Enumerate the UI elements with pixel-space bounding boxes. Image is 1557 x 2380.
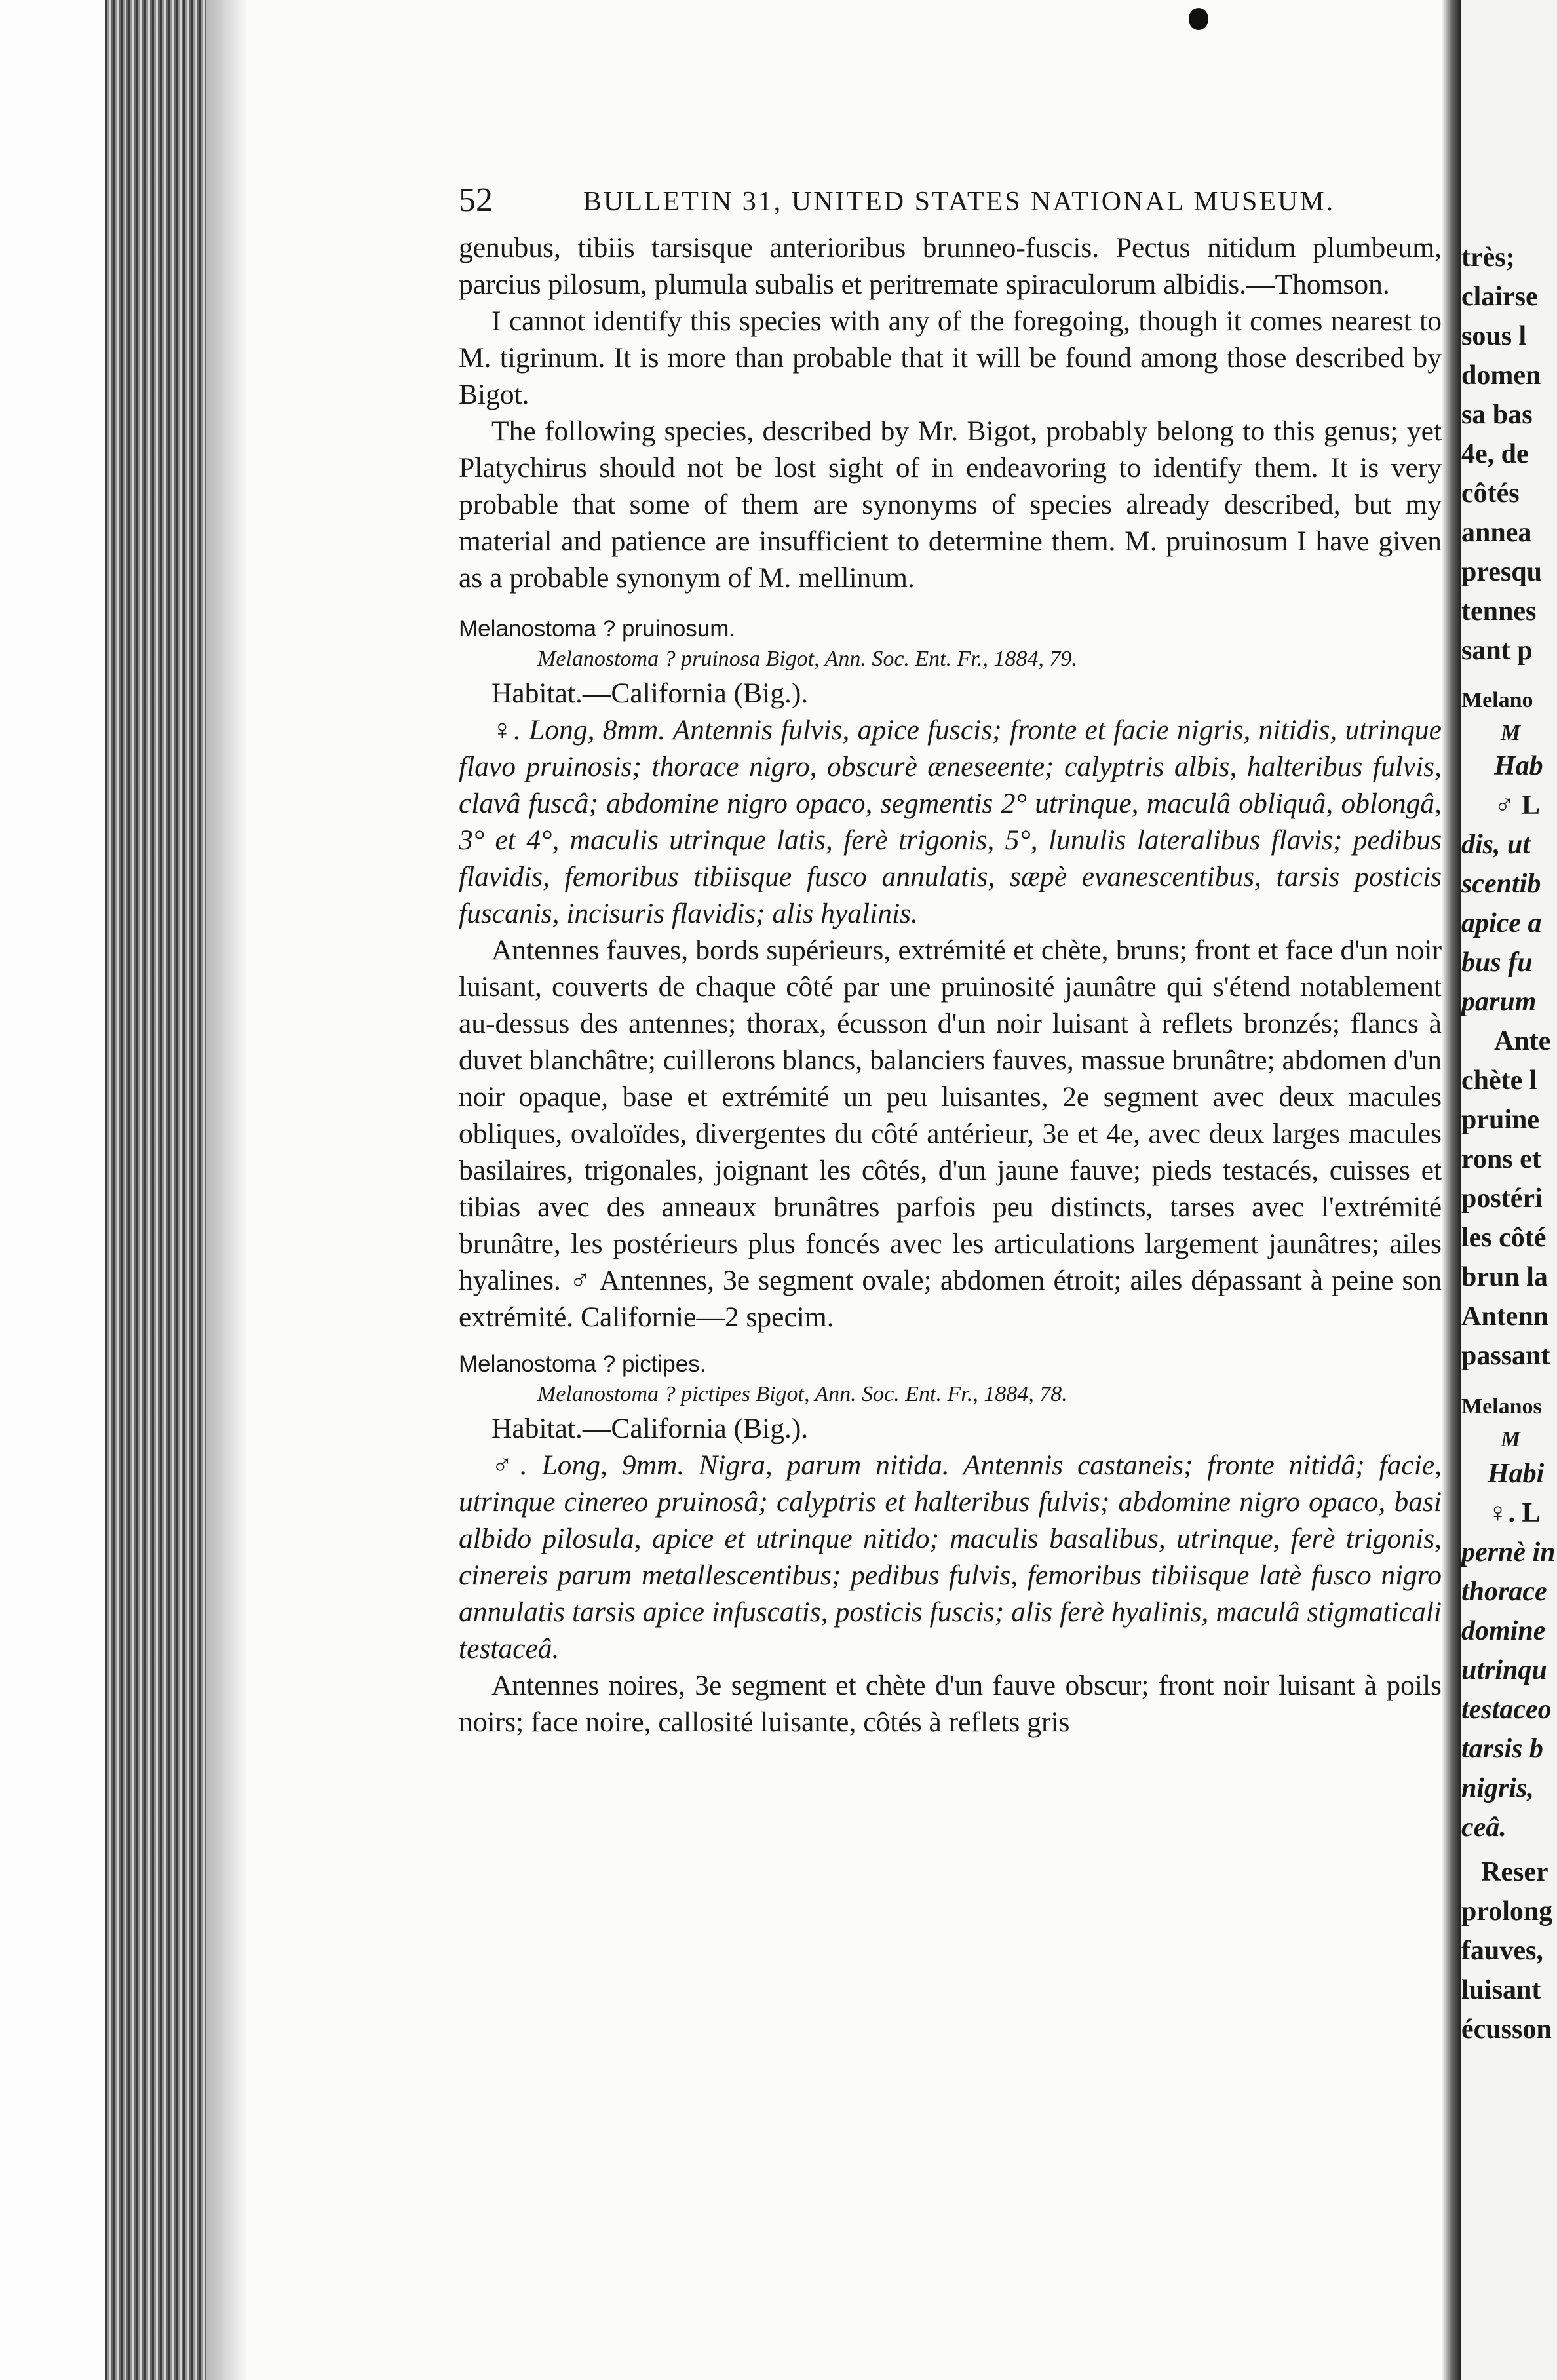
french-description: Antennes noires, 3e segment et chète d'un fauve obscur; front noir luisant à poils noirs; face noire, callosité luisante, côtés à reflets gris (459, 1670, 1442, 1738)
binding-shadow (206, 0, 246, 2380)
next-page-line: sant p (1461, 636, 1533, 666)
pin-hole-icon (1189, 8, 1208, 30)
next-page-line: luisant (1461, 1975, 1541, 2005)
next-page-line: Hab (1494, 751, 1543, 781)
next-page-line: les côté (1461, 1223, 1547, 1253)
species-habitat: Habitat.—California (Big.). (491, 1413, 809, 1444)
next-page-line: ceâ. (1461, 1813, 1507, 1843)
next-page-line: prolong (1461, 1896, 1553, 1927)
book-binding-edge (105, 0, 206, 2380)
next-page-line: brun la (1461, 1262, 1548, 1292)
text-block (459, 177, 1442, 2274)
next-page-line: M (1501, 721, 1521, 745)
left-margin (0, 0, 105, 2380)
page-number: 52 (459, 182, 493, 219)
running-title: BULLETIN 31, UNITED STATES NATIONAL MUSEUM. (583, 187, 1336, 217)
next-page-line: clairse (1461, 282, 1538, 312)
species-citation: Melanostoma ? pictipes Bigot, Ann. Soc. Ent. Fr., 1884, 78. (537, 1382, 1067, 1406)
next-page-line: postéri (1461, 1183, 1543, 1214)
next-page-line: pruine (1461, 1105, 1540, 1135)
next-page-line: Melano (1461, 688, 1533, 712)
next-page-line: pernè in (1461, 1537, 1556, 1567)
species-heading: Melanostoma ? pictipes. (459, 1351, 706, 1377)
page-gutter (1442, 0, 1461, 2380)
next-page-line: chète l (1461, 1065, 1537, 1096)
next-page-line: rons et (1461, 1144, 1541, 1174)
next-page-line: côtés (1461, 478, 1520, 509)
next-page-line: écusson (1461, 2014, 1552, 2044)
intro-paragraph-3: The following species, described by Mr. Bigot, probably belong to this genus; yet Platychirus should not be lost sight of in endeavoring to identify them. It is very probable that some of them are synonyms of species already described, but my material and patience are insufficient to determine them. M. pruinosum I have given as a probable synonym of M. mellinum. (459, 415, 1442, 594)
next-page-line: apice a (1461, 908, 1542, 938)
intro-paragraph-2: I cannot identify this species with any of the foregoing, though it comes nearest to M. tigrinum. It is more than probable that it will be found among those described by Bigot. (459, 305, 1442, 410)
next-page-line: domine (1461, 1616, 1546, 1646)
intro-paragraph-1: genubus, tibiis tarsisque anterioribus brunneo-fuscis. Pectus nitidum plumbeum, parcius pilosum, plumula subalis et peritremate spiraculorum albidis.—Thomson. (459, 232, 1442, 300)
next-page-line: nigris, (1461, 1773, 1534, 1803)
next-page-line: 4e, de (1461, 439, 1529, 469)
next-page-line: Ante (1494, 1026, 1551, 1056)
species-habitat: Habitat.—California (Big.). (491, 678, 809, 709)
next-page-line: parum (1461, 987, 1537, 1017)
latin-description: ♀. Long, 8mm. Antennis fulvis, apice fuscis; fronte et facie nigris, nitidis, utrinque flavo pruinosis; thorace nigro, obscurè æneseente; calyptris albis, halteribus fulvis, clavâ fuscâ; abdomine nigro opaco, segmentis 2° utrinque, maculâ obliquâ, oblongâ, 3° et 4°, maculis utrinque latis, ferè trigonis, 5°, lunulis lateralibus flavis; pedibus flavidis, femoribus tibiisque fusco annulatis, sæpè evanescentibus, tarsis posticis fuscanis, incisuris flavidis; alis hyalinis. (459, 714, 1442, 929)
next-page-line: domen (1461, 360, 1541, 391)
next-page-line: Habi (1488, 1459, 1545, 1489)
next-page-line: testaceo (1461, 1695, 1552, 1725)
next-page-line: sous l (1461, 321, 1527, 351)
next-page-line: dis, ut (1461, 830, 1531, 860)
next-page-line: ♀. L (1488, 1498, 1541, 1528)
french-description: Antennes fauves, bords supérieurs, extrémité et chète, bruns; front et face d'un noir luisant, couverts de chaque côté par une pruinosité jaunâtre qui s'étend notablement au-dessus des antennes; thorax, écusson d'un noir luisant à reflets bronzés; flancs à duvet blanchâtre; cuillerons blancs, balanciers fauves, massue brunâtre; abdomen d'un noir opaque, base et extrémité un peu luisantes, 2e segment avec deux macules obliques, ovaloïdes, divergentes du côté antérieur, 3e et 4e, avec deux larges macules basilaires, trigonales, joignant les côtés, d'un jaune fauve; pieds testacés, cuisses et tibias avec des anneaux brunâtres parfois peu distincts, tarses avec l'extrémité brunâtre, les postérieurs plus foncés avec les articulations largement jaunâtres; ailes hyalines. ♂ Antennes, 3e segment ovale; abdomen étroit; ailes dépassant à peine son extrémité. Californie—2 specim. (459, 934, 1442, 1333)
next-page-line: sa bas (1461, 400, 1533, 430)
running-head (459, 177, 1442, 229)
species-heading: Melanostoma ? pruinosum. (459, 616, 736, 642)
next-page-line: fauves, (1461, 1936, 1543, 1966)
next-page-line: tennes (1461, 596, 1537, 626)
next-page-line: Antenn (1461, 1301, 1549, 1332)
next-page-line: très; (1461, 242, 1515, 273)
species-citation: Melanostoma ? pruinosa Bigot, Ann. Soc. Ent. Fr., 1884, 79. (537, 647, 1077, 671)
next-page-line: presqu (1461, 557, 1542, 587)
next-page-line: passant (1461, 1341, 1550, 1371)
next-page-line: annea (1461, 518, 1532, 548)
next-page-line: Melanos (1461, 1394, 1542, 1419)
next-page-line: ♂ L (1494, 790, 1541, 820)
next-page-line: Reser (1481, 1857, 1548, 1887)
next-page-line: thorace (1461, 1577, 1547, 1607)
next-page-line: bus fu (1461, 948, 1533, 978)
next-page-line: utrinqu (1461, 1655, 1547, 1685)
latin-description: ♂. Long, 9mm. Nigra, parum nitida. Antennis castaneis; fronte nitidâ; facie, utrinque cinereo pruinosâ; calyptris et halteribus fulvis; abdomine nigro opaco, basi albido pilosula, apice et utrinque nitido; maculis basalibus, utrinque, ferè trigonis, cinereis parum metallescentibus; pedibus fulvis, femoribus tibiisque latè fusco nigro annulatis tarsis apice infuscatis, posticis fuscis; alis ferè hyalinis, maculâ stigmaticali testaceâ. (459, 1449, 1442, 1664)
next-page-line: scentib (1461, 869, 1541, 899)
next-page-line: tarsis b (1461, 1734, 1543, 1764)
next-page-fragment (1461, 0, 1557, 2380)
next-page-line: M (1501, 1427, 1521, 1451)
